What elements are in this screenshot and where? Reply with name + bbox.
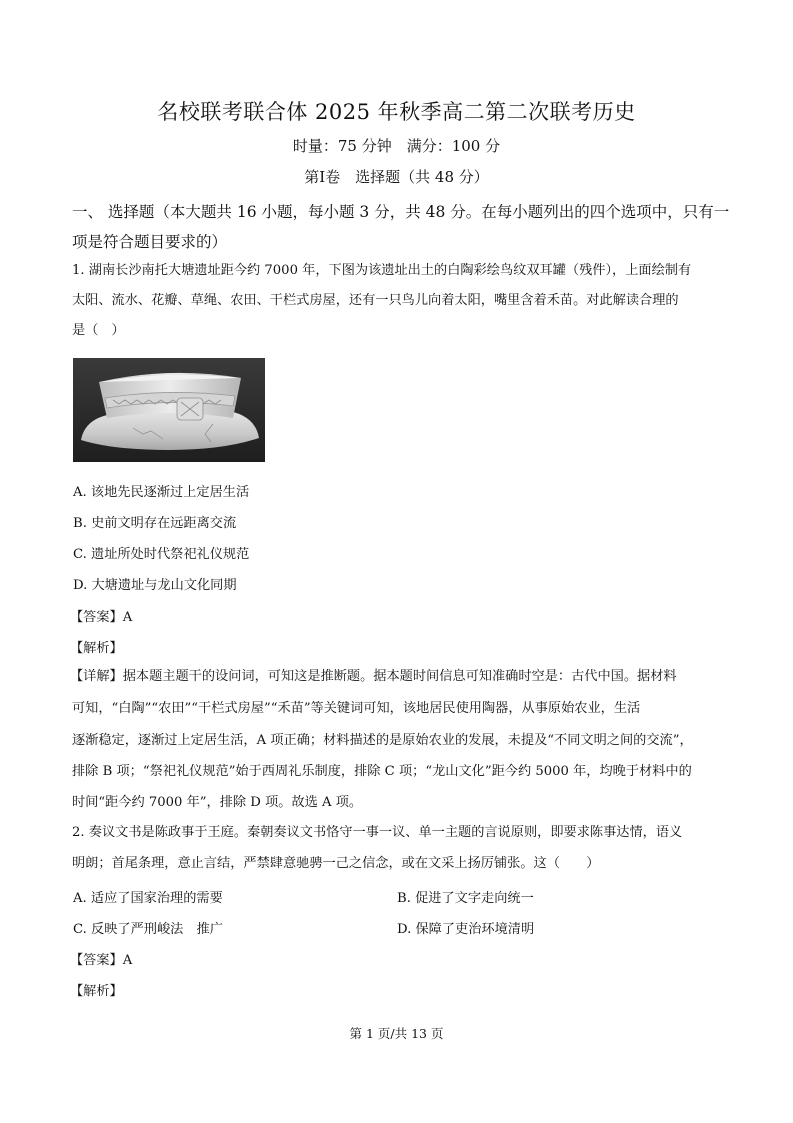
q1-detail-line-4: 排除 B 项；“祭祀礼仪规范”始于西周礼乐制度，排除 C 项；“龙山文化”距今约 5000 年，均晚于材料中的 [72, 764, 692, 779]
q1-option-d: D. 大塘遗址与龙山文化同期 [73, 578, 237, 593]
q1-option-a: A. 该地先民逐渐过上定居生活 [73, 485, 250, 500]
q2-option-a: A. 适应了国家治理的需要 [73, 891, 223, 906]
q2-option-b: B. 促进了文字走向统一 [397, 891, 534, 906]
q1-option-b: B. 史前文明存在远距离交流 [73, 516, 237, 531]
q2-stem-line-1: 2. 奏议文书是陈政事于王庭。秦朝奏议文书恪守一事一议、单一主题的言说原则，即要求陈事达情，语义 [72, 825, 683, 840]
q1-analysis-label: 【解析】 [70, 641, 123, 656]
q2-stem-line-2: 明朗；首尾条理，意止言结，严禁肆意驰骋一己之信念，或在文采上扬厉铺张。这（ ） [72, 856, 600, 871]
q1-detail-line-3: 逐渐稳定，逐渐过上定居生活，A 项正确；材料描述的是原始农业的发展，未提及“不同文明之间的交流”， [72, 733, 693, 748]
q2-answer: 【答案】A [70, 953, 133, 968]
q1-option-c: C. 遗址所处时代祭祀礼仪规范 [73, 547, 250, 562]
q1-stem-line-3: 是（ ） [72, 323, 125, 338]
q1-detail-line-2: 可知，“白陶”“农田”“干栏式房屋”“禾苗”等关键词可知，该地居民使用陶器，从事原始农业，生活 [72, 701, 641, 716]
q2-option-c: C. 反映了严刑峻法 推广 [73, 922, 223, 937]
q2-analysis-label: 【解析】 [70, 984, 123, 999]
q1-stem-line-1: 1. 湖南长沙南托大塘遗址距今约 7000 年，下图为该遗址出土的白陶彩绘鸟纹双耳罐（残件），上面绘制有 [72, 263, 692, 278]
q1-detail-line-5: 时间“距今约 7000 年”，排除 D 项。故选 A 项。 [72, 795, 363, 810]
q1-detail-line-1: 【详解】据本题主题干的设问词，可知这是推断题。据本题时间信息可知准确时空是：古代中国。据材料 [70, 669, 677, 684]
section-heading: 一、 选择题（本大题共 16 小题，每小题 3 分，共 48 分。在每小题列出的四个选项中，只有一项是符合题目要求的） [72, 203, 730, 251]
pottery-jar-image [73, 358, 265, 462]
q1-answer: 【答案】A [70, 610, 133, 625]
q1-stem-line-2: 太阳、流水、花瓣、草绳、农田、干栏式房屋，还有一只鸟儿向着太阳，嘴里含着禾苗。对此解读合理的 [72, 293, 679, 308]
exam-title: 名校联考联合体 2025 年秋季高二第二次联考历史 [157, 100, 636, 124]
page-number: 第 1 页/共 13 页 [349, 1026, 444, 1041]
q2-option-d: D. 保障了吏治环境清明 [397, 922, 535, 937]
exam-time-score: 时量：75 分钟 满分：100 分 [292, 137, 501, 155]
volume-heading: 第Ⅰ卷 选择题（共 48 分） [304, 168, 489, 186]
